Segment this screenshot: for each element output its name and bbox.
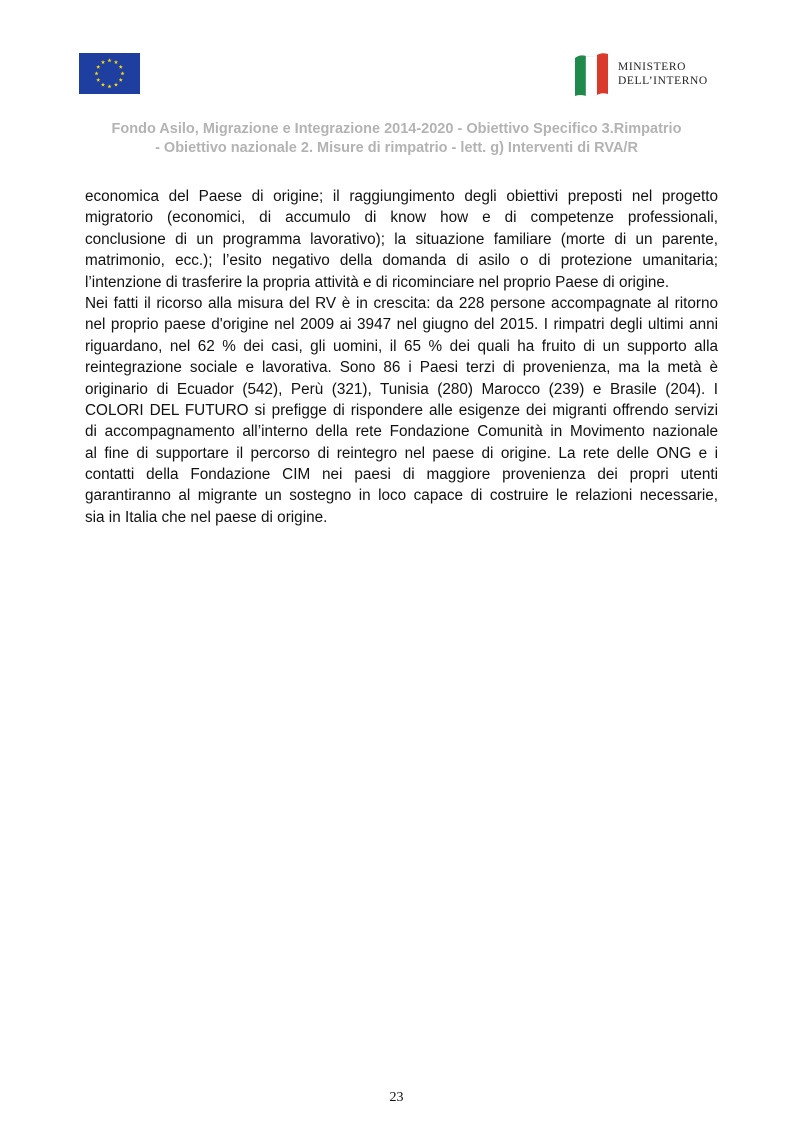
eu-star-icon <box>120 71 124 75</box>
paragraph-1-line: l’intenzione di trasferire la propria attività e di ricominciare nel proprio Paese di origine. <box>85 273 670 291</box>
eu-star-icon <box>114 60 118 64</box>
ministry-name <box>618 60 708 88</box>
paragraph-2-line: garantiranno al migrante un sostegno in loco capace di costruire le relazioni necessarie, <box>85 487 718 505</box>
fund-header-line2: - Obiettivo nazionale 2. Misure di rimpatrio - lett. g) Interventi di RVA/R <box>155 140 638 156</box>
paragraph-2-line: di accompagnamento all’interno della rete Fondazione Comunità in Movimento nazionale <box>85 423 718 441</box>
paragraph-2-line: originario di Ecuador (542), Perù (321), Tunisia (280) Marocco (239) e Brasile (204). I <box>85 380 718 398</box>
eu-star-icon <box>107 84 111 88</box>
eu-flag-icon <box>79 53 140 94</box>
paragraph-1-line: conclusione di un programma lavorativo); la situazione familiare (morte di un parente, <box>85 230 718 248</box>
eu-stars <box>79 53 140 94</box>
paragraph-2-line: nel proprio paese d'origine nel 2009 ai 3947 nel giugno del 2015. I rimpatri degli ultimi anni <box>85 316 718 334</box>
eu-star-icon <box>114 83 118 87</box>
tricolor-green-band <box>575 55 586 96</box>
ministry-name-line2: DELL’INTERNO <box>618 75 708 87</box>
paragraph-2-line: Nei fatti il ricorso alla misura del RV è in crescita: da 228 persone accompagnate al ritorno <box>85 294 718 312</box>
paragraph-2-line: COLORI DEL FUTURO si prefigge di rispondere alle esigenze dei migranti offrendo servizi <box>85 401 718 419</box>
paragraph-1-line: economica del Paese di origine; il raggiungimento degli obiettivi preposti nel progetto <box>85 188 718 205</box>
paragraph-1-line: matrimonio, ecc.); l’esito negativo della domanda di asilo o di protezione umanitaria; <box>85 252 718 270</box>
tricolor-red-band <box>597 53 608 95</box>
paragraph-2-line: reintegrazione sociale e lavorativa. Sono 86 i Paesi terzi di provenienza, ma la metà è <box>85 359 718 377</box>
eu-star-icon <box>119 65 123 69</box>
eu-star-icon <box>94 71 98 75</box>
eu-star-icon <box>101 60 105 64</box>
eu-star-icon <box>101 83 105 87</box>
eu-star-icon <box>96 65 100 69</box>
paragraph-1 <box>85 186 718 293</box>
ministry-logo <box>575 52 708 96</box>
paragraph-2-line: riguardano, nel 62 % dei casi, gli uomini, il 65 % dei quali ha fruito di un supporto alla <box>85 337 718 355</box>
ministry-name-line1: MINISTERO <box>618 61 687 73</box>
eu-star-icon <box>119 78 123 82</box>
fund-header-line1: Fondo Asilo, Migrazione e Integrazione 2014-2020 - Obiettivo Specifico 3.Rimpatrio <box>111 121 682 137</box>
paragraph-2-line: al fine di supportare il percorso di reintegro nel paese di origine. La rete delle ONG e i <box>85 444 718 462</box>
eu-star-icon <box>107 58 111 62</box>
paragraph-2-line: sia in Italia che nel paese di origine. <box>85 508 328 526</box>
tricolor-white-band <box>586 55 597 96</box>
fund-header <box>60 120 733 158</box>
page-number: 23 <box>389 1090 404 1105</box>
paragraph-2 <box>85 293 718 528</box>
body-text <box>85 186 718 528</box>
paragraph-1-line: migratorio (economici, di accumulo di know how e di competenze professionali, <box>85 209 718 227</box>
italian-tricolor-icon <box>575 52 608 96</box>
eu-star-icon <box>96 78 100 82</box>
paragraph-2-line: contatti della Fondazione CIM nei paesi di maggiore provenienza dei propri utenti <box>85 466 718 484</box>
